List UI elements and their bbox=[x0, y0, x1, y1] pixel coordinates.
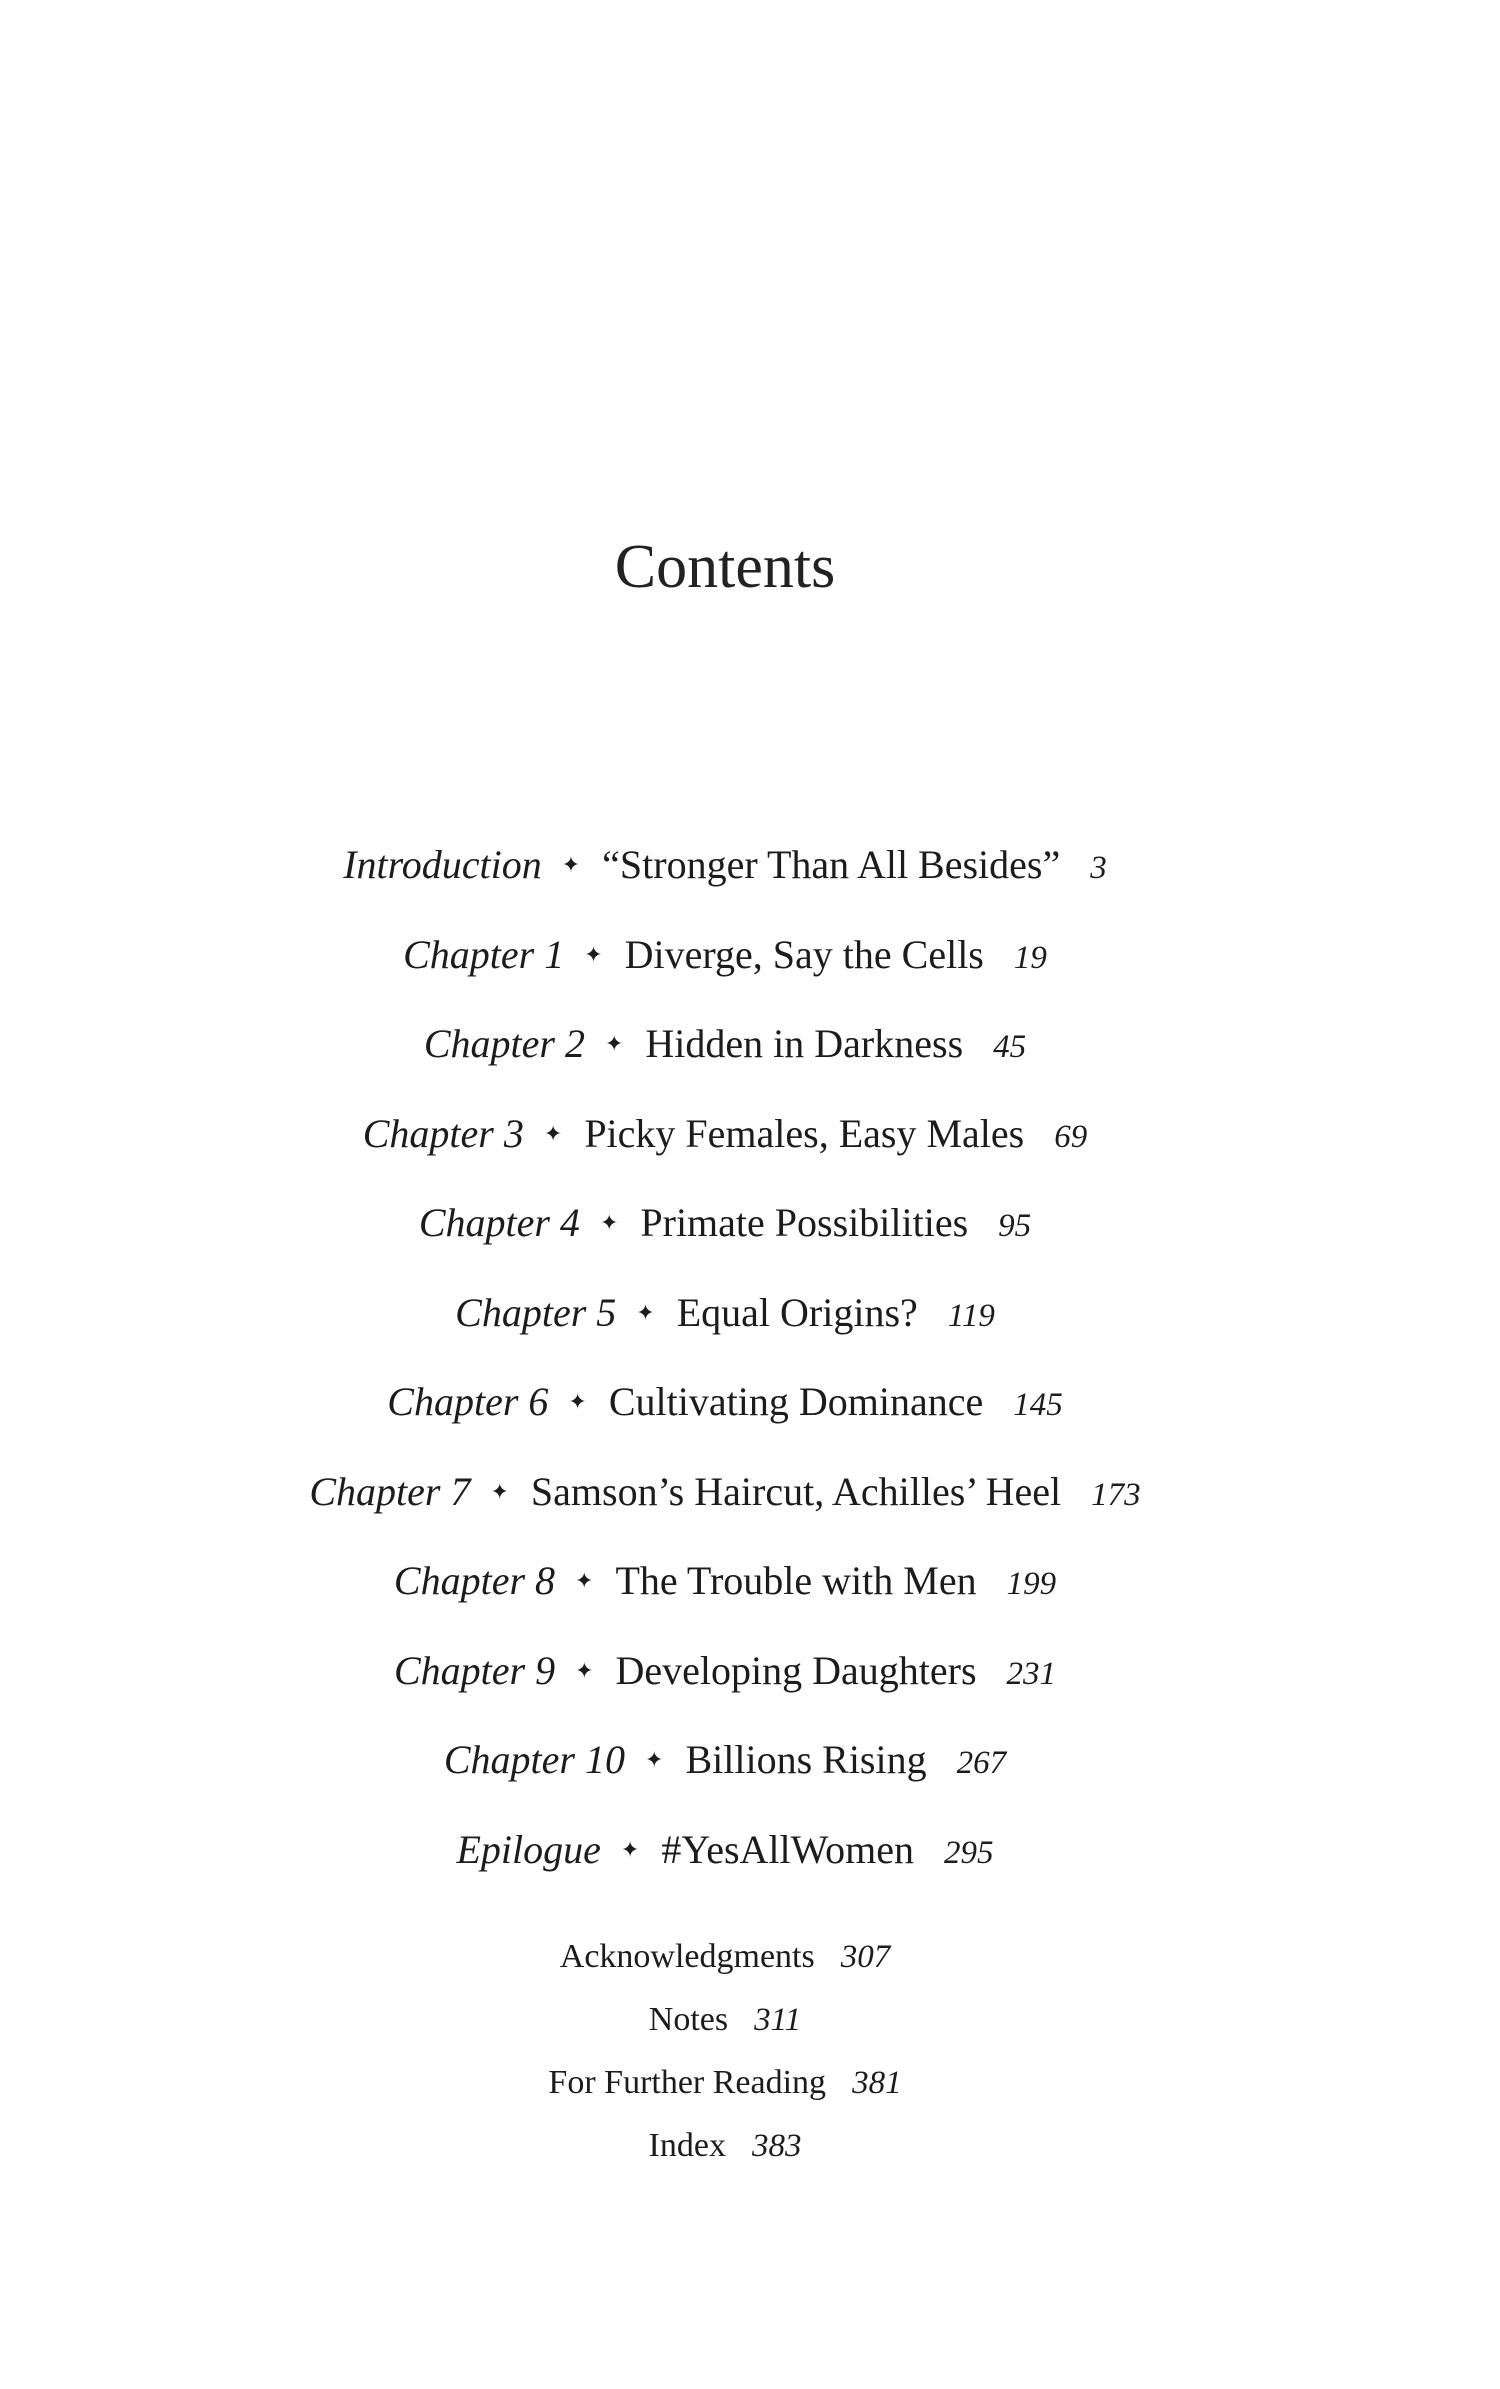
chapter-title: Picky Females, Easy Males bbox=[584, 1110, 1025, 1156]
page-title: Contents bbox=[614, 533, 836, 601]
page-number: 119 bbox=[947, 1297, 995, 1334]
separator-icon: ✦ bbox=[645, 1747, 664, 1772]
toc-entry bbox=[0, 1536, 1450, 1626]
back-matter-title: For Further Reading bbox=[548, 2064, 827, 2101]
toc-entry bbox=[0, 1715, 1450, 1805]
back-matter-title: Acknowledgments bbox=[559, 1938, 815, 1975]
separator-icon: ✦ bbox=[568, 1389, 587, 1414]
chapter-label: Chapter 4 bbox=[418, 1200, 580, 1245]
toc-entry bbox=[0, 1089, 1450, 1179]
chapter-label: Chapter 3 bbox=[362, 1110, 524, 1156]
page-number: 145 bbox=[1013, 1387, 1063, 1423]
chapter-label: Epilogue bbox=[456, 1826, 601, 1872]
page-number: 69 bbox=[1054, 1118, 1088, 1155]
separator-icon: ✦ bbox=[561, 852, 581, 877]
chapter-title: “Stronger Than All Besides” bbox=[602, 842, 1061, 887]
separator-icon: ✦ bbox=[490, 1478, 509, 1504]
separator-icon: ✦ bbox=[620, 1836, 640, 1862]
toc-entry bbox=[0, 820, 1450, 910]
toc-entry bbox=[0, 1357, 1450, 1447]
chapter-label: Chapter 9 bbox=[393, 1647, 556, 1693]
back-matter-entry bbox=[0, 2051, 1450, 2114]
toc-entry bbox=[0, 1447, 1450, 1537]
toc-entry bbox=[0, 999, 1450, 1089]
back-matter-entry bbox=[0, 1988, 1450, 2051]
toc-entry bbox=[0, 1805, 1450, 1895]
separator-icon: ✦ bbox=[636, 1299, 655, 1325]
chapter-title: Hidden in Darkness bbox=[645, 1021, 964, 1066]
chapter-title: Developing Daughters bbox=[615, 1647, 977, 1693]
chapter-list bbox=[0, 820, 1450, 1894]
chapter-label: Chapter 8 bbox=[393, 1558, 556, 1603]
chapter-title: Primate Possibilities bbox=[640, 1200, 969, 1245]
chapter-label: Chapter 2 bbox=[423, 1021, 585, 1066]
page-number: 383 bbox=[751, 2128, 802, 2164]
chapter-label: Chapter 1 bbox=[403, 931, 565, 977]
chapter-title: Samson’s Haircut, Achilles’ Heel bbox=[530, 1468, 1062, 1514]
page-number: 19 bbox=[1013, 939, 1047, 976]
page-number: 45 bbox=[993, 1029, 1027, 1065]
separator-icon: ✦ bbox=[604, 1031, 624, 1056]
separator-icon: ✦ bbox=[599, 1210, 619, 1235]
chapter-title: Billions Rising bbox=[685, 1737, 927, 1782]
chapter-title: The Trouble with Men bbox=[615, 1558, 977, 1603]
toc-entry bbox=[0, 1626, 1450, 1716]
back-matter-title: Notes bbox=[648, 2001, 729, 2038]
chapter-title: Equal Origins? bbox=[676, 1289, 918, 1335]
chapter-label: Introduction bbox=[343, 842, 542, 887]
page-number: 95 bbox=[998, 1208, 1032, 1244]
chapter-label: Chapter 5 bbox=[455, 1289, 617, 1335]
page-number: 3 bbox=[1090, 850, 1107, 886]
page-number: 199 bbox=[1006, 1566, 1057, 1602]
separator-icon: ✦ bbox=[584, 941, 603, 967]
page-number: 381 bbox=[852, 2065, 902, 2101]
back-matter-title: Index bbox=[648, 2127, 726, 2164]
separator-icon: ✦ bbox=[575, 1568, 594, 1593]
back-matter-list bbox=[0, 1925, 1450, 2177]
page-number: 267 bbox=[956, 1745, 1007, 1781]
separator-icon: ✦ bbox=[543, 1120, 563, 1146]
page-number: 311 bbox=[754, 2002, 802, 2038]
back-matter-entry bbox=[0, 1925, 1450, 1988]
chapter-title: Diverge, Say the Cells bbox=[624, 931, 984, 977]
back-matter-entry bbox=[0, 2114, 1450, 2177]
page-number: 307 bbox=[840, 1939, 891, 1975]
toc-entry bbox=[0, 910, 1450, 1000]
separator-icon: ✦ bbox=[575, 1657, 594, 1683]
chapter-title: #YesAllWomen bbox=[661, 1826, 915, 1872]
page-number: 295 bbox=[944, 1834, 994, 1871]
toc-entry bbox=[0, 1178, 1450, 1268]
chapter-label: Chapter 6 bbox=[387, 1379, 549, 1424]
chapter-title: Cultivating Dominance bbox=[608, 1379, 984, 1424]
page-number: 173 bbox=[1091, 1476, 1141, 1513]
chapter-label: Chapter 10 bbox=[443, 1737, 625, 1782]
chapter-label: Chapter 7 bbox=[309, 1468, 471, 1514]
page-number: 231 bbox=[1006, 1655, 1057, 1692]
toc-entry bbox=[0, 1268, 1450, 1358]
